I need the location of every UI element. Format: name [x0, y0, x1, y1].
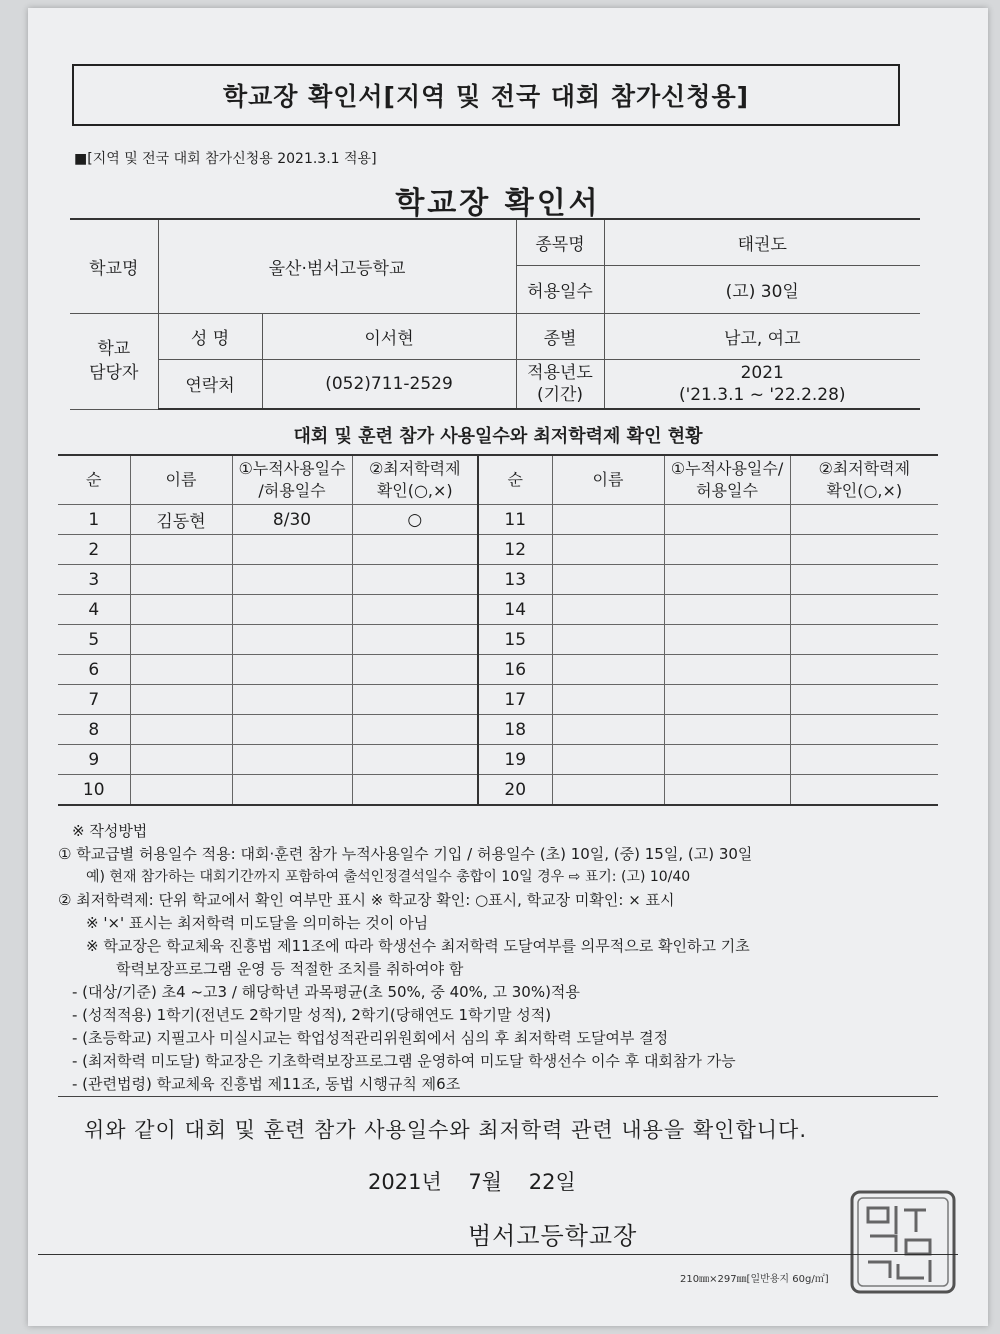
- school-name-label: 학교명: [70, 219, 158, 313]
- category-label: 종별: [516, 313, 604, 359]
- table-row: [58, 535, 938, 565]
- row-no-2: 20: [478, 775, 552, 806]
- row-no-2: 19: [478, 745, 552, 775]
- note-line: ② 최저학력제: 단위 학교에서 확인 여부만 표시 ※ 학교장 확인: ○표시, 학교장 미확인: × 표시: [58, 891, 675, 909]
- row-days: [232, 715, 352, 745]
- row-no: 10: [58, 775, 130, 806]
- confirmation-statement: 위와 같이 대회 및 훈련 참가 사용일수와 최저학력 관련 내용을 확인합니다.: [84, 1118, 808, 1142]
- row-days: [232, 655, 352, 685]
- row-check-2: [790, 775, 938, 806]
- category-value: 남고, 여고: [604, 313, 920, 359]
- date-month: 7월: [468, 1170, 503, 1194]
- table-row: [58, 655, 938, 685]
- row-days: [232, 745, 352, 775]
- row-name: [130, 775, 232, 806]
- row-days: [232, 565, 352, 595]
- header-check: ②최저학력제 확인(○,×): [352, 455, 478, 505]
- table-row: [58, 505, 938, 535]
- row-no-2: 12: [478, 535, 552, 565]
- row-check-2: [790, 535, 938, 565]
- row-check: [352, 625, 478, 655]
- row-name-2: [552, 715, 664, 745]
- row-days-2: [664, 775, 790, 806]
- row-no-2: 15: [478, 625, 552, 655]
- document-box-title: 학교장 확인서[지역 및 전국 대회 참가신청용]: [72, 64, 900, 126]
- row-name: [130, 745, 232, 775]
- row-check: ○: [352, 505, 478, 535]
- row-days-2: [664, 745, 790, 775]
- instructions-heading: ※ 작성방법: [72, 822, 148, 840]
- row-days-2: [664, 625, 790, 655]
- row-name: [130, 565, 232, 595]
- row-name: [130, 595, 232, 625]
- header-name-2: 이름: [552, 455, 664, 505]
- row-check-2: [790, 685, 938, 715]
- table-row: [58, 595, 938, 625]
- header-days: ①누적사용일수 /허용일수: [232, 455, 352, 505]
- row-name: [130, 625, 232, 655]
- allowed-days-label: 허용일수: [516, 265, 604, 313]
- row-check-2: [790, 505, 938, 535]
- event-label: 종목명: [516, 219, 604, 265]
- row-days: [232, 535, 352, 565]
- row-days-2: [664, 595, 790, 625]
- participation-table: [58, 454, 938, 806]
- school-name-value: 울산·범서고등학교: [158, 219, 516, 313]
- official-seal-stamp: [846, 1186, 960, 1298]
- row-days-2: [664, 655, 790, 685]
- form-subnote: ■[지역 및 전국 대회 참가신청용 2021.3.1 적용]: [74, 151, 377, 167]
- period-value: ('21.3.1 ~ '22.2.28): [678, 384, 846, 405]
- row-no: 6: [58, 655, 130, 685]
- row-name-2: [552, 745, 664, 775]
- year-cell: [604, 359, 920, 409]
- row-no: 8: [58, 715, 130, 745]
- row-days: [232, 685, 352, 715]
- row-check-2: [790, 655, 938, 685]
- note-line: - (최저학력 미도달) 학교장은 기초학력보장프로그램 운영하여 미도달 학생선수 이수 후 대회참가 가능: [72, 1052, 736, 1070]
- row-no: 2: [58, 535, 130, 565]
- row-name-2: [552, 685, 664, 715]
- row-days-2: [664, 535, 790, 565]
- row-name-2: [552, 565, 664, 595]
- year-value: 2021: [740, 362, 784, 383]
- row-check-2: [790, 715, 938, 745]
- row-days-2: [664, 685, 790, 715]
- note-line: ① 학교급별 허용일수 적용: 대회·훈련 참가 누적사용일수 기입 / 허용일수 (초) 10일, (중) 15일, (고) 30일: [58, 845, 753, 863]
- row-no: 1: [58, 505, 130, 535]
- row-no: 4: [58, 595, 130, 625]
- row-no-2: 13: [478, 565, 552, 595]
- contact-label: 연락처: [158, 359, 262, 409]
- table-row: [58, 745, 938, 775]
- row-days-2: [664, 565, 790, 595]
- allowed-days-value: (고) 30일: [604, 265, 920, 313]
- table-row: [58, 625, 938, 655]
- row-name-2: [552, 625, 664, 655]
- note-line: ※ 학교장은 학교체육 진흥법 제11조에 따라 학생선수 최저학력 도달여부를 의무적으로 확인하고 기초: [86, 937, 750, 955]
- year-label: 적용년도 (기간): [516, 359, 604, 409]
- signer: 범서고등학교장: [468, 1222, 638, 1250]
- row-no-2: 17: [478, 685, 552, 715]
- row-no: 7: [58, 685, 130, 715]
- row-name-2: [552, 505, 664, 535]
- row-name-2: [552, 775, 664, 806]
- row-check: [352, 685, 478, 715]
- note-line: ※ '×' 표시는 최저학력 미도달을 의미하는 것이 아님: [86, 914, 429, 932]
- divider: [38, 1254, 958, 1255]
- note-line: - (대상/기준) 초4 ~고3 / 해당학년 과목평균(초 50%, 중 40%, 고 30%)적용: [72, 983, 580, 1001]
- table-row: [58, 715, 938, 745]
- row-days: 8/30: [232, 505, 352, 535]
- row-days-2: [664, 715, 790, 745]
- row-days: [232, 595, 352, 625]
- row-check-2: [790, 595, 938, 625]
- row-no-2: 14: [478, 595, 552, 625]
- row-check: [352, 775, 478, 806]
- staff-name-label: 성 명: [158, 313, 262, 359]
- date-day: 22일: [528, 1170, 576, 1194]
- header-days-2: ①누적사용일수/ 허용일수: [664, 455, 790, 505]
- header-check-2: ②최저학력제 확인(○,×): [790, 455, 938, 505]
- page-title: 학교장 확인서: [395, 186, 601, 221]
- row-name-2: [552, 655, 664, 685]
- note-line: 학력보장프로그램 운영 등 적절한 조치를 취하여야 함: [116, 960, 464, 978]
- date-year: 2021년: [368, 1170, 442, 1194]
- row-days: [232, 625, 352, 655]
- header-no: 순: [58, 455, 130, 505]
- paper-spec: 210㎜×297㎜[일반용지 60g/㎡]: [680, 1274, 829, 1285]
- row-check-2: [790, 565, 938, 595]
- table-row: [58, 685, 938, 715]
- staff-name-value: 이서현: [262, 313, 516, 359]
- divider: [58, 1096, 938, 1097]
- row-name: [130, 715, 232, 745]
- header-no-2: 순: [478, 455, 552, 505]
- note-line: 예) 현재 참가하는 대회기간까지 포함하여 출석인정결석일수 총합이 10일 경우 ⇨ 표기: (고) 10/40: [86, 869, 691, 885]
- event-value: 태권도: [604, 219, 920, 265]
- row-name-2: [552, 535, 664, 565]
- row-days-2: [664, 505, 790, 535]
- row-check: [352, 565, 478, 595]
- document-page: [28, 8, 988, 1326]
- row-check: [352, 715, 478, 745]
- row-check: [352, 655, 478, 685]
- row-check: [352, 595, 478, 625]
- row-name-2: [552, 595, 664, 625]
- row-check: [352, 745, 478, 775]
- header-name: 이름: [130, 455, 232, 505]
- row-no: 5: [58, 625, 130, 655]
- instructions: [58, 820, 958, 1096]
- date: [368, 1166, 576, 1196]
- row-no-2: 11: [478, 505, 552, 535]
- row-check-2: [790, 625, 938, 655]
- contact-value: (052)711-2529: [262, 359, 516, 409]
- table-row: [58, 565, 938, 595]
- staff-label: 학교 담당자: [70, 313, 158, 409]
- row-days: [232, 775, 352, 806]
- row-name: [130, 685, 232, 715]
- row-name: [130, 655, 232, 685]
- note-line: - (초등학교) 지필고사 미실시교는 학업성적관리위원회에서 심의 후 최저학력 도달여부 결정: [72, 1029, 669, 1047]
- section-title: 대회 및 훈련 참가 사용일수와 최저학력제 확인 현황: [293, 426, 703, 447]
- table-row: [58, 775, 938, 806]
- row-no-2: 18: [478, 715, 552, 745]
- row-name: [130, 535, 232, 565]
- note-line: - (성적적용) 1학기(전년도 2학기말 성적), 2학기(당해연도 1학기말 성적): [72, 1006, 552, 1024]
- row-check: [352, 535, 478, 565]
- row-no: 9: [58, 745, 130, 775]
- row-check-2: [790, 745, 938, 775]
- row-no-2: 16: [478, 655, 552, 685]
- note-line: - (관련법령) 학교체육 진흥법 제11조, 동법 시행규칙 제6조: [72, 1075, 461, 1093]
- row-name: 김동현: [130, 505, 232, 535]
- row-no: 3: [58, 565, 130, 595]
- school-info-table: [70, 218, 920, 410]
